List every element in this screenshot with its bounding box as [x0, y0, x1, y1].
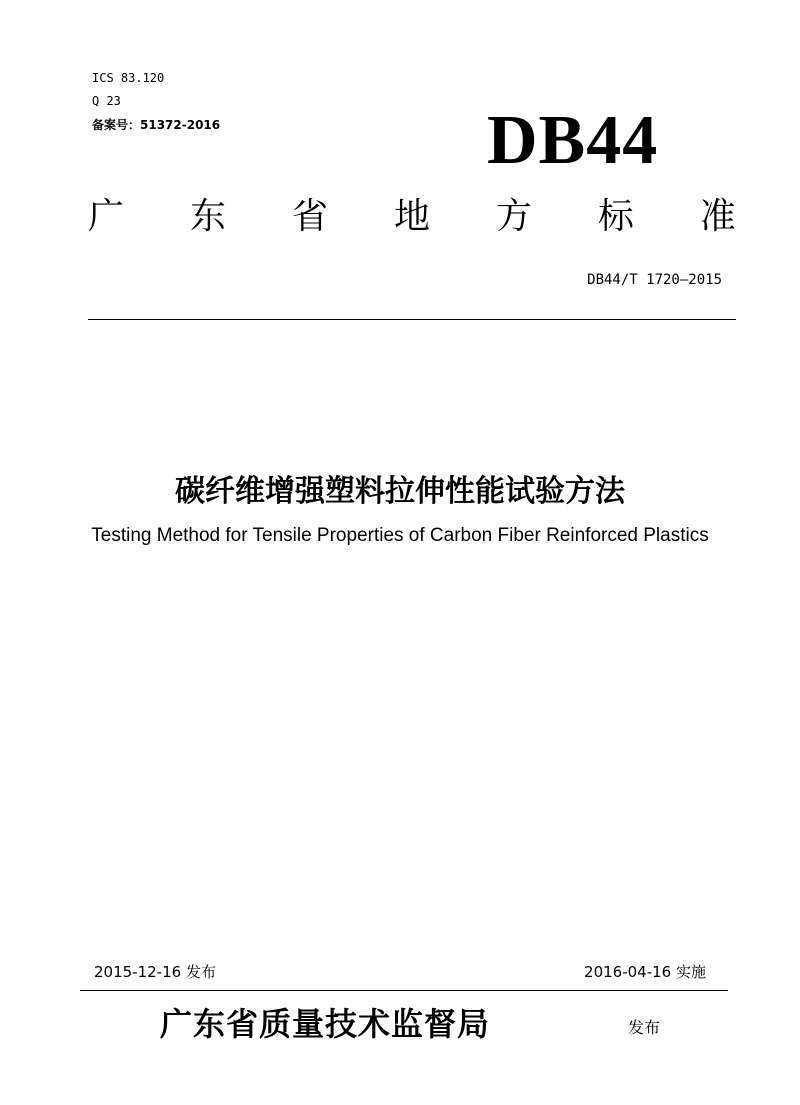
- heading-char: 广: [88, 196, 125, 237]
- issuer-suffix: 发布: [628, 1018, 661, 1037]
- top-divider: [88, 319, 736, 320]
- ccs-code: Q 23: [92, 94, 121, 108]
- heading-char: 省: [291, 196, 328, 237]
- issue-date: 2015-12-16 发布: [94, 963, 216, 981]
- heading-char: 东: [189, 196, 226, 237]
- issuing-authority: 广东省质量技术监督局: [160, 1005, 491, 1043]
- heading-char: 方: [495, 196, 532, 237]
- implementation-date: 2016-04-16 实施: [584, 963, 706, 981]
- ics-code: ICS 83.120: [92, 71, 165, 85]
- heading-char: 准: [699, 196, 736, 237]
- standard-code-logo: DB44: [487, 102, 659, 179]
- document-title-english: Testing Method for Tensile Properties of Carbon Fiber Reinforced Plastics: [91, 525, 709, 546]
- heading-char: 地: [393, 196, 430, 237]
- province-standard-heading: [88, 196, 736, 238]
- bottom-divider: [80, 990, 728, 991]
- standard-number: DB44/T 1720—2015: [587, 272, 722, 288]
- filing-number: 备案号：51372-2016: [92, 118, 221, 132]
- document-title-chinese: 碳纤维增强塑料拉伸性能试验方法: [175, 474, 625, 509]
- heading-char: 标: [597, 196, 634, 237]
